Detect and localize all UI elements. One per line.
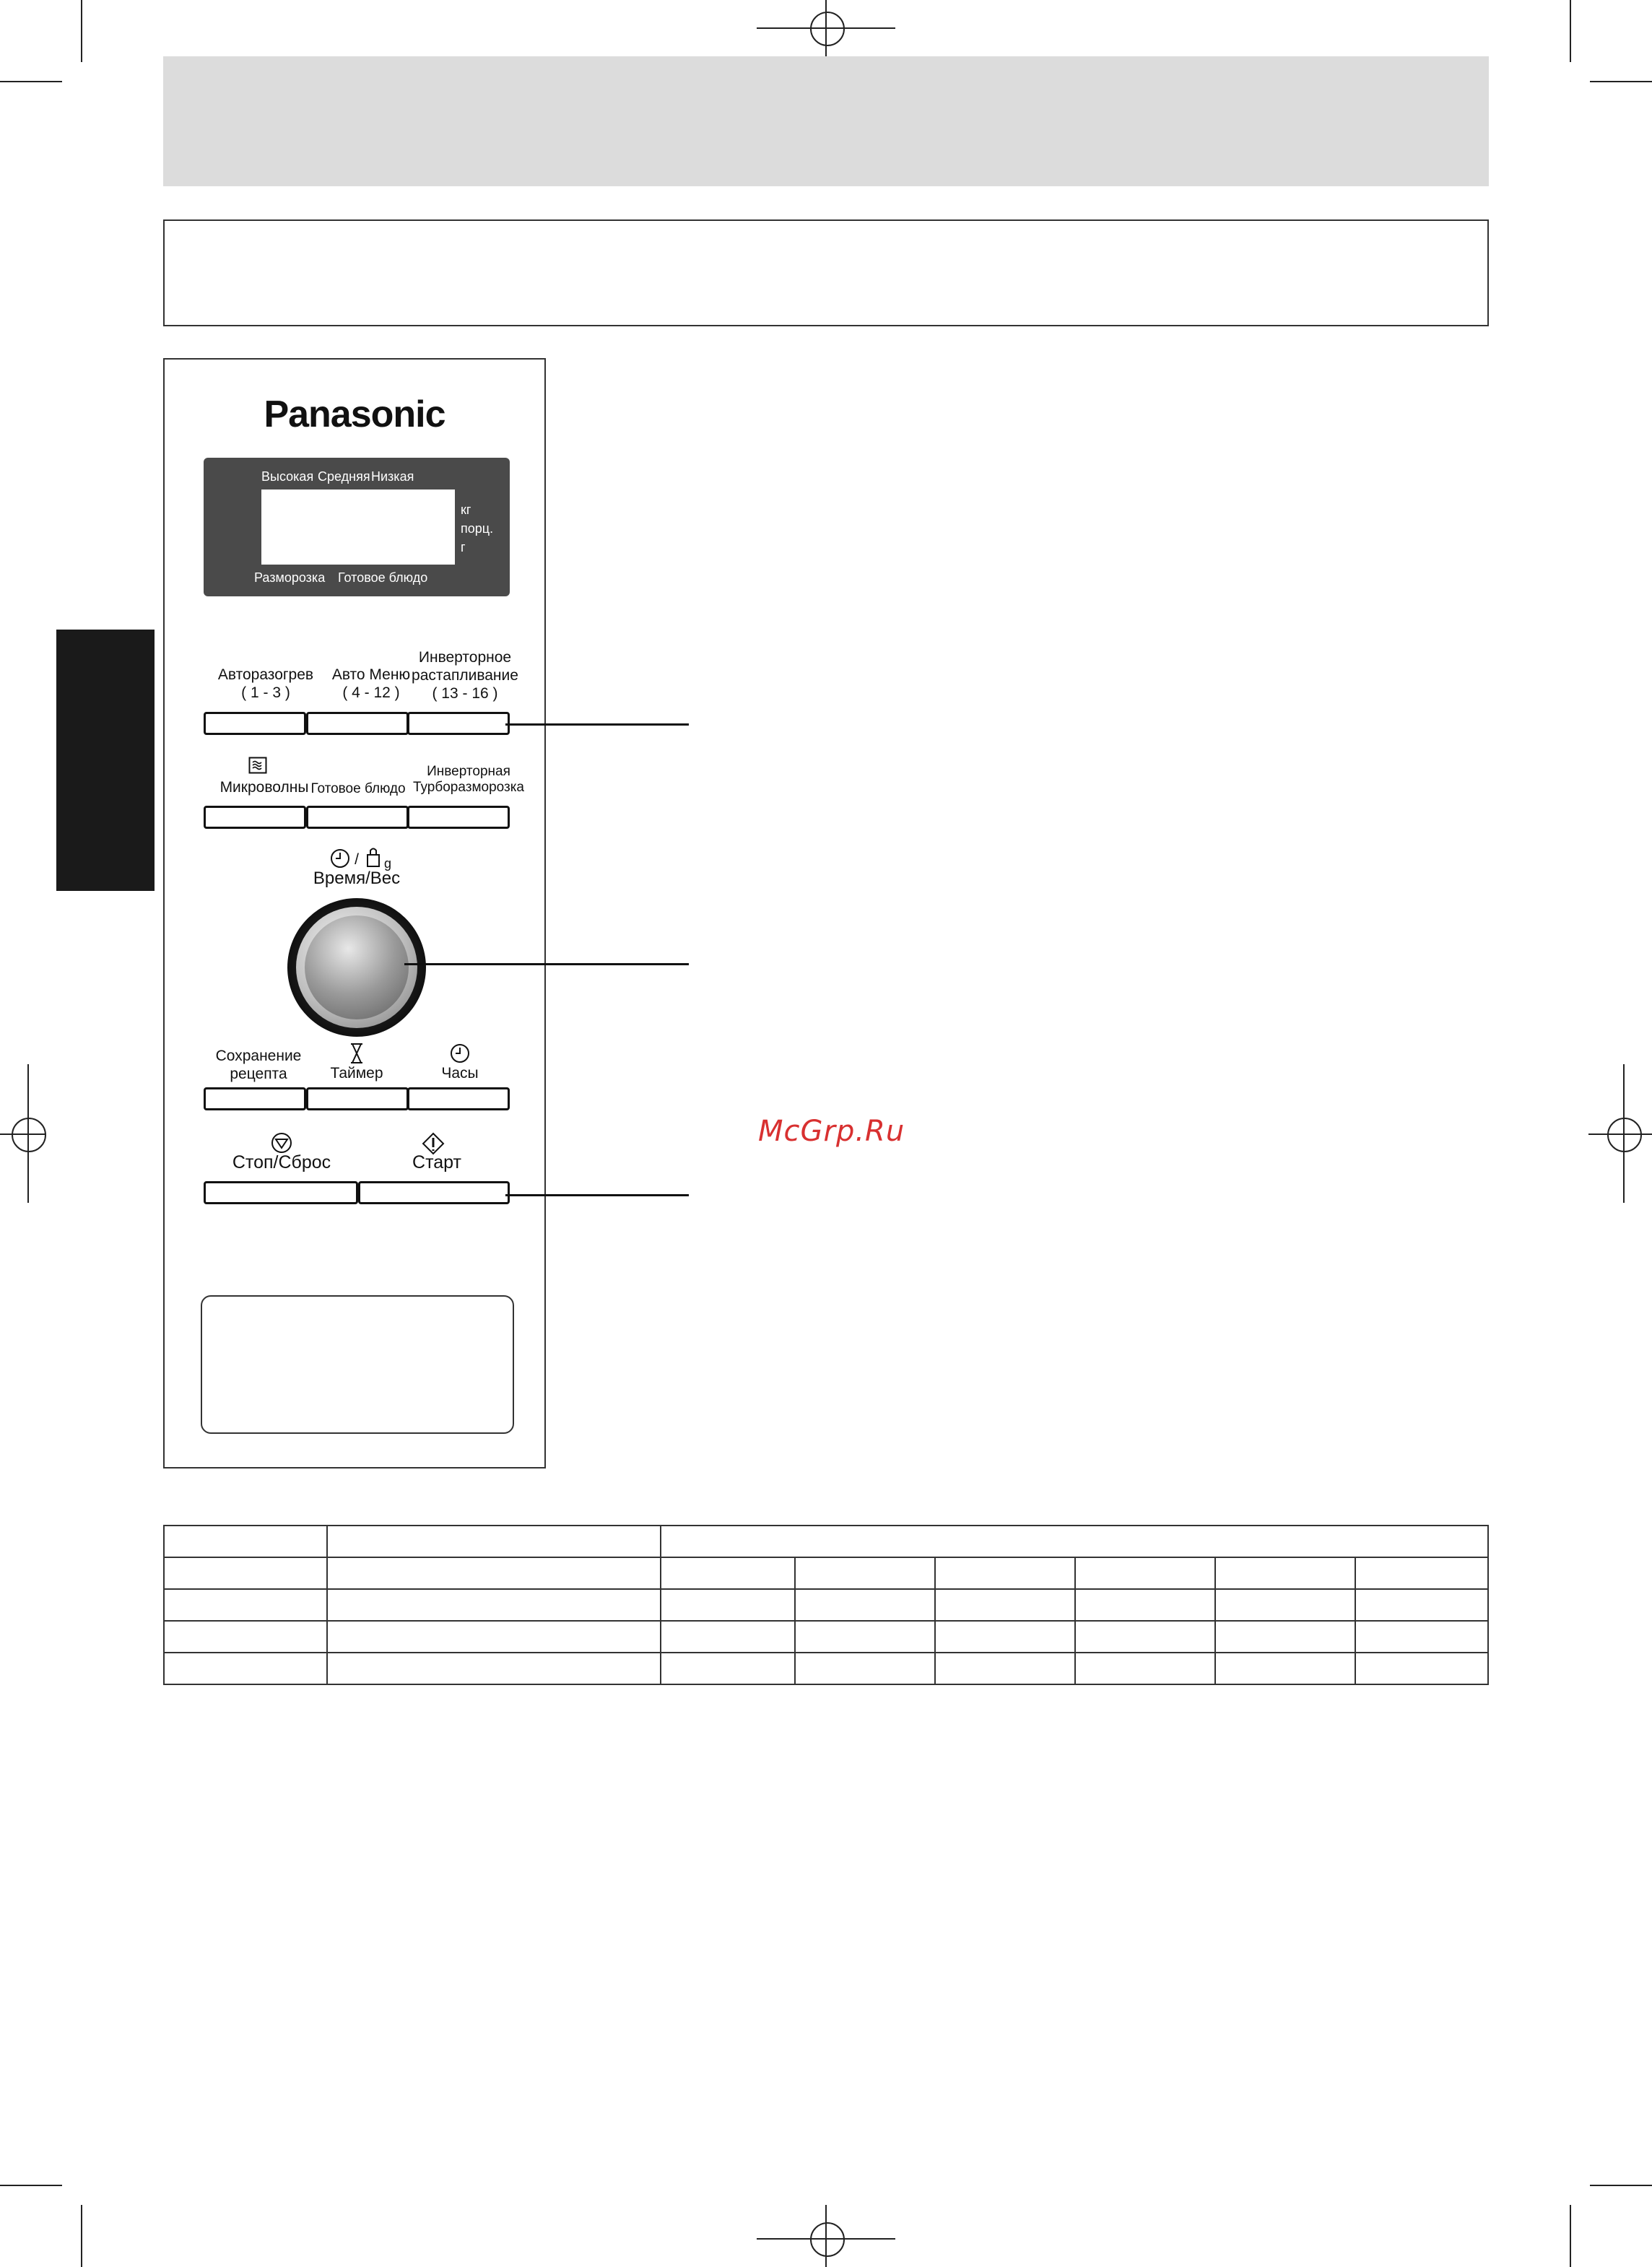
auto-reheat-label: Авторазогрев ( 1 - 3 ) — [217, 666, 314, 701]
microwave-label: Микроволны — [219, 779, 309, 796]
table-cell — [164, 1557, 327, 1589]
callout-line-middle — [404, 963, 689, 965]
table-cell — [1215, 1589, 1355, 1621]
ready-dish-label: Готовое блюдо — [310, 781, 406, 796]
weight-unit: g — [383, 856, 391, 871]
auto-menu-button[interactable] — [306, 712, 409, 735]
display-panel — [204, 458, 510, 596]
table-cell — [1355, 1557, 1488, 1589]
table-cell — [1215, 1621, 1355, 1653]
table-cell — [795, 1653, 935, 1684]
table-cell — [164, 1621, 327, 1653]
inverter-defrost-button[interactable] — [407, 806, 510, 829]
unit-kg: кг — [461, 502, 471, 517]
start-button[interactable] — [358, 1181, 510, 1204]
stop-icon — [270, 1132, 293, 1154]
brand-logo: Panasonic — [264, 393, 445, 435]
table-row — [164, 1653, 1488, 1684]
section-tab — [56, 630, 155, 891]
table-cell — [327, 1589, 661, 1621]
power-level-low: Низкая — [371, 469, 414, 484]
table-cell — [935, 1589, 1075, 1621]
clock-small-icon — [449, 1043, 471, 1064]
table-cell — [1355, 1621, 1488, 1653]
time-weight-dial[interactable] — [287, 898, 426, 1037]
table-cell — [327, 1653, 661, 1684]
table-cell — [795, 1589, 935, 1621]
info-label-box — [201, 1295, 514, 1434]
table-cell — [795, 1557, 935, 1589]
unit-portion: порц. — [461, 521, 494, 536]
power-level-high: Высокая — [261, 469, 314, 484]
note-box — [163, 219, 1489, 326]
table-cell — [795, 1621, 935, 1653]
table-cell — [935, 1653, 1075, 1684]
table-cell — [1075, 1621, 1215, 1653]
table-cell — [1075, 1557, 1215, 1589]
table-cell — [935, 1557, 1075, 1589]
table-cell — [661, 1621, 795, 1653]
table-cell — [164, 1526, 327, 1557]
table-row — [164, 1526, 1488, 1557]
watermark: McGrp.Ru — [758, 1115, 905, 1148]
table-cell — [327, 1557, 661, 1589]
dial-separator: / — [355, 851, 359, 868]
clock-label: Часы — [441, 1065, 479, 1082]
control-panel — [163, 358, 546, 1468]
auto-reheat-button[interactable] — [204, 712, 306, 735]
inverter-defrost-label: Инверторная Турборазморозка — [412, 764, 525, 795]
table-cell — [661, 1589, 795, 1621]
microwave-button[interactable] — [204, 806, 306, 829]
time-weight-label: Время/Вес — [313, 869, 401, 888]
table-cell — [1355, 1589, 1488, 1621]
ready-dish-button[interactable] — [306, 806, 409, 829]
table-cell — [164, 1653, 327, 1684]
table-cell — [327, 1526, 661, 1557]
table-cell — [935, 1621, 1075, 1653]
microwave-icon — [248, 757, 267, 774]
table-cell — [661, 1526, 1488, 1557]
table-cell — [661, 1653, 795, 1684]
table-cell — [661, 1557, 795, 1589]
stop-reset-label: Стоп/Сброс — [232, 1152, 331, 1172]
start-label: Старт — [412, 1152, 461, 1172]
table-cell — [1075, 1589, 1215, 1621]
table-cell — [1075, 1653, 1215, 1684]
auto-menu-label: Авто Меню ( 4 - 12 ) — [331, 666, 411, 701]
mode-defrost: Разморозка — [254, 570, 326, 585]
table-cell — [1215, 1557, 1355, 1589]
table-row — [164, 1589, 1488, 1621]
unit-g: г — [461, 540, 466, 554]
display-screen — [261, 489, 455, 565]
inverter-melt-label: Инверторное растапливание ( 13 - 16 ) — [412, 649, 518, 702]
callout-line-top — [505, 723, 689, 726]
table-cell — [1215, 1653, 1355, 1684]
table-cell — [164, 1589, 327, 1621]
inverter-melt-button[interactable] — [407, 712, 510, 735]
save-recipe-button[interactable] — [204, 1087, 306, 1110]
table-row — [164, 1557, 1488, 1589]
timer-label: Таймер — [330, 1065, 383, 1082]
power-level-medium: Средняя — [318, 469, 370, 484]
mode-ready-dish: Готовое блюдо — [338, 570, 428, 585]
spec-table — [163, 1525, 1489, 1685]
timer-button[interactable] — [306, 1087, 409, 1110]
save-recipe-label: Сохранение рецепта — [215, 1048, 302, 1082]
header-band — [163, 56, 1489, 186]
stop-reset-button[interactable] — [204, 1181, 358, 1204]
clock-button[interactable] — [407, 1087, 510, 1110]
table-cell — [327, 1621, 661, 1653]
hourglass-icon — [349, 1043, 364, 1064]
callout-line-bottom — [505, 1194, 689, 1196]
table-cell — [1355, 1653, 1488, 1684]
clock-icon — [329, 848, 351, 869]
table-row — [164, 1621, 1488, 1653]
